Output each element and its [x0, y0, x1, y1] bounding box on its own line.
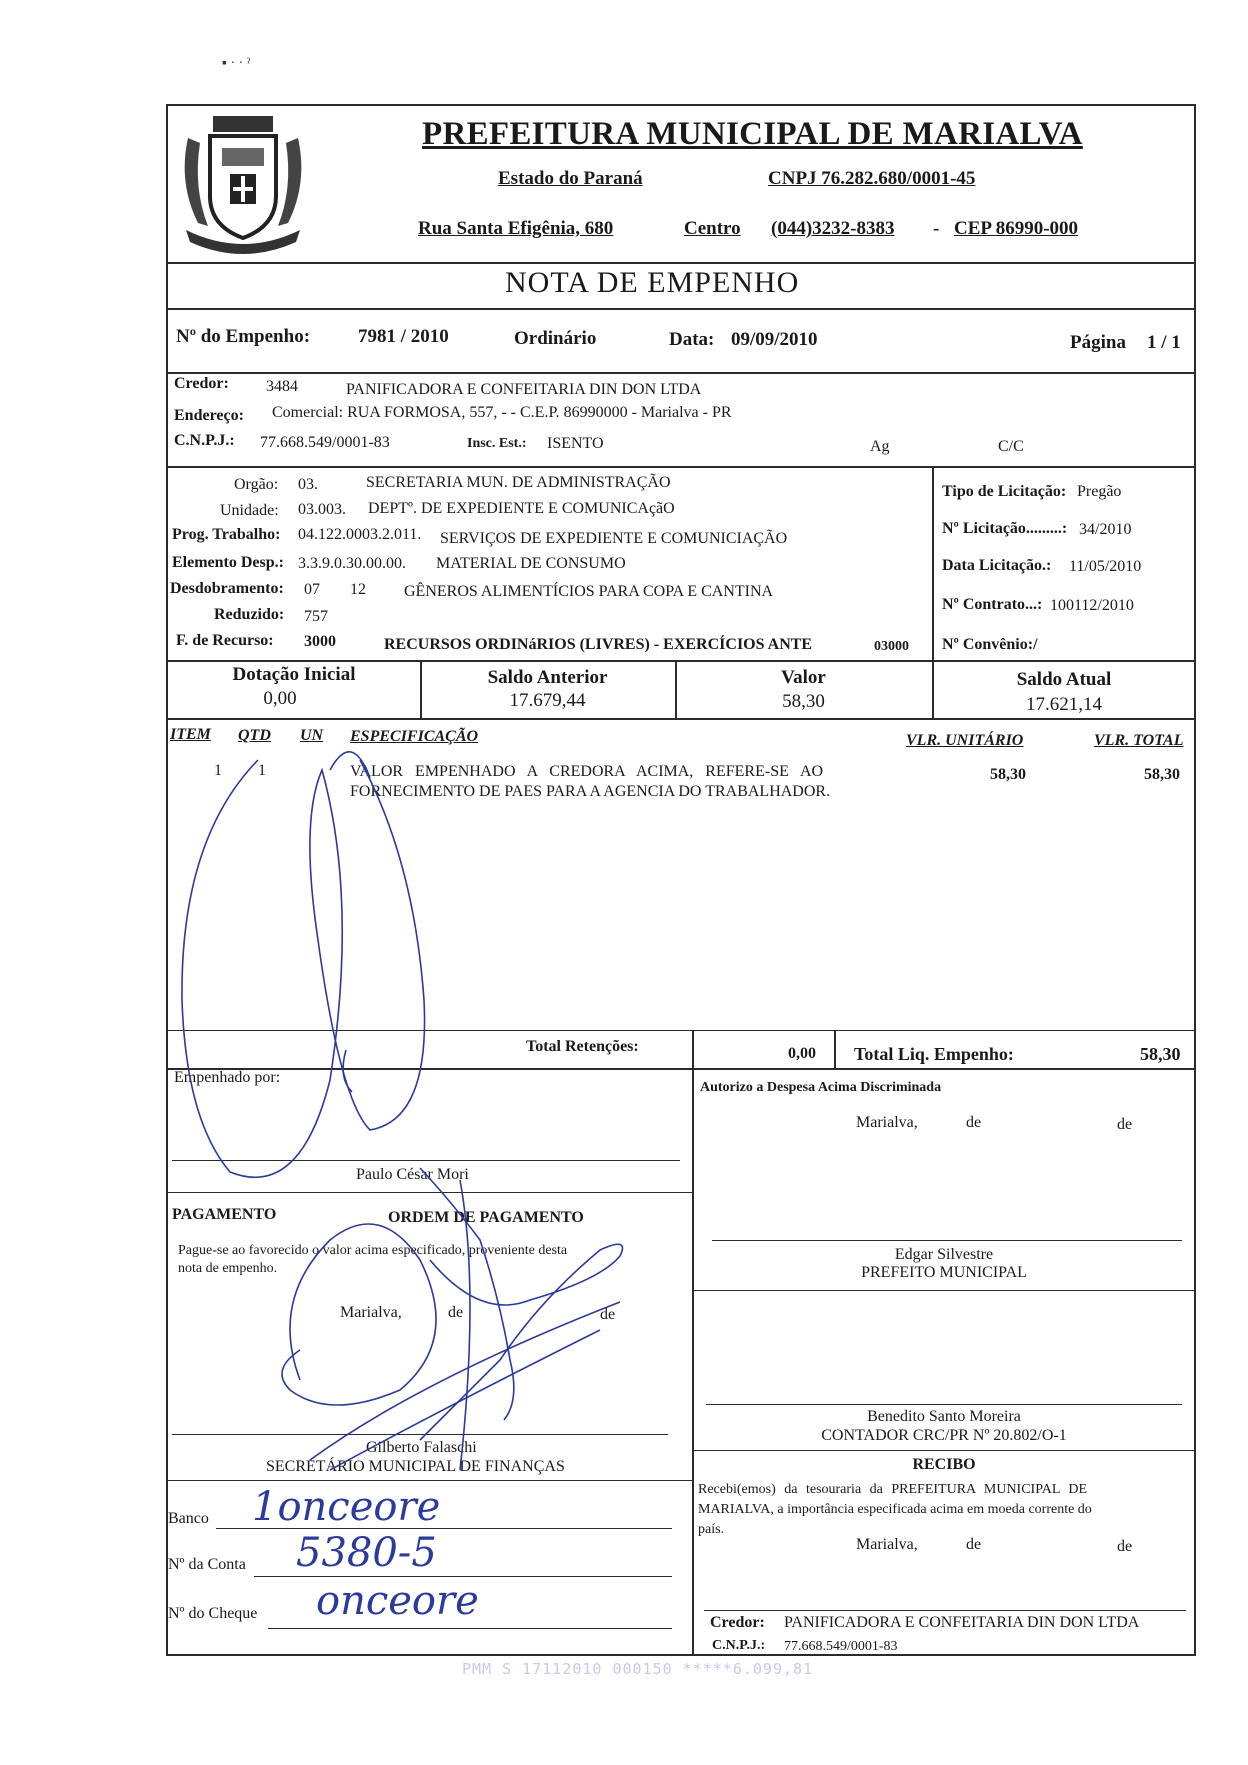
banco-handwritten: 1onceore — [252, 1484, 441, 1530]
secretario-role: SECRETÁRIO MUNICIPAL DE FINANÇAS — [266, 1458, 565, 1475]
recibo-de1: de — [966, 1536, 982, 1553]
bank-stamp: PMM S 17112010 000150 *****6.099,81 — [462, 1660, 814, 1678]
recibo-title: RECIBO — [912, 1456, 976, 1473]
ag-label: Ag — [870, 438, 890, 455]
col-header-un: UN — [300, 727, 324, 744]
valor-label: Valor — [781, 667, 826, 688]
saldo-anterior-label: Saldo Anterior — [487, 667, 608, 688]
recibo-text-line2: MARIALVA, a importância especificada acima em moeda corrente do — [698, 1502, 1092, 1517]
desdobramento-b: 12 — [350, 581, 366, 598]
elemento-code: 3.3.9.0.30.00.00. — [298, 555, 406, 572]
cep: CEP 86990-000 — [954, 218, 1079, 239]
prog-code: 04.122.0003.2.011. — [298, 526, 422, 543]
licitacao-num: 34/2010 — [1079, 521, 1132, 538]
recibo-cnpj: 77.668.549/0001-83 — [784, 1639, 898, 1654]
col-header-unit-value: VLR. UNITÁRIO — [906, 732, 1024, 749]
saldo-atual-value: 17.621,14 — [1026, 694, 1102, 715]
empenho-date-label: Data: — [669, 329, 715, 350]
prog-name: SERVIÇOS DE EXPEDIENTE E COMUNICIAÇÃO — [440, 530, 788, 547]
prefeito-name: Edgar Silvestre — [894, 1246, 994, 1263]
recibo-credor-name: PANIFICADORA E CONFEITARIA DIN DON LTDA — [784, 1614, 1140, 1631]
item-unit-value: 58,30 — [990, 766, 1026, 783]
desdobramento-name: GÊNEROS ALIMENTÍCIOS PARA COPA E CANTINA — [404, 583, 774, 600]
pagamento-text-line1: Pague-se ao favorecido o valor acima especificado, proveniente desta — [178, 1243, 568, 1258]
prefeitura-cnpj: CNPJ 76.282.680/0001-45 — [768, 168, 976, 189]
autorizo-de2: de — [1117, 1116, 1133, 1133]
licitacao-tipo-label: Tipo de Licitação: — [942, 483, 1067, 500]
pagamento-de2: de — [600, 1306, 616, 1323]
reduzido-value: 757 — [304, 608, 328, 625]
recibo-text-line3: país. — [698, 1522, 725, 1537]
elemento-name: MATERIAL DE CONSUMO — [436, 555, 626, 572]
recibo-city: Marialva, — [856, 1536, 918, 1553]
contador-name: Benedito Santo Moreira — [867, 1408, 1021, 1425]
autorizo-city: Marialva, — [856, 1114, 918, 1131]
recibo-credor-label: Credor: — [710, 1614, 765, 1631]
prefeito-role: PREFEITO MUNICIPAL — [861, 1264, 1027, 1281]
dotacao-label: Dotação Inicial — [232, 664, 356, 685]
item-qty: 1 — [258, 762, 266, 779]
prefeitura-title: PREFEITURA MUNICIPAL DE MARIALVA — [422, 116, 1083, 152]
cheque-handwritten: onceore — [316, 1578, 479, 1624]
credor-name: PANIFICADORA E CONFEITARIA DIN DON LTDA — [346, 381, 702, 398]
cheque-label: Nº do Cheque — [168, 1605, 258, 1622]
convenio-label: Nº Convênio:/ — [942, 636, 1038, 653]
contrato-value: 100112/2010 — [1050, 597, 1134, 614]
col-header-item: ITEM — [170, 726, 211, 743]
col-header-total-value: VLR. TOTAL — [1094, 732, 1184, 749]
unidade-code: 03.003. — [298, 501, 346, 518]
dotacao-value: 0,00 — [263, 688, 297, 709]
credor-label: Credor: — [174, 375, 229, 392]
item-total-value: 58,30 — [1144, 766, 1180, 783]
district: Centro — [684, 218, 741, 239]
total-retencoes-value: 0,00 — [788, 1045, 816, 1062]
elemento-label: Elemento Desp.: — [172, 554, 284, 571]
pagamento-de1: de — [448, 1304, 464, 1321]
prog-label: Prog. Trabalho: — [172, 526, 281, 543]
empenho-number: 7981 / 2010 — [358, 326, 449, 347]
recurso-name: RECURSOS ORDINáRIOS (LIVRES) - EXERCÍCIOS ANTE — [384, 636, 813, 653]
unidade-name: DEPTº. DE EXPEDIENTE E COMUNICAçãO — [368, 500, 675, 517]
street-address: Rua Santa Efigênia, 680 — [418, 218, 614, 239]
licitacao-tipo: Pregão — [1077, 483, 1122, 500]
recurso-code: 3000 — [304, 633, 336, 650]
cc-label: C/C — [998, 438, 1024, 455]
empenhado-label: Empenhado por: — [174, 1069, 281, 1086]
cnpj-label: C.N.P.J.: — [174, 432, 235, 449]
valor-value: 58,30 — [782, 691, 825, 712]
saldo-anterior-value: 17.679,44 — [509, 690, 586, 711]
item-spec-line2: FORNECIMENTO DE PAES PARA A AGENCIA DO TRABALHADOR. — [350, 783, 831, 800]
state-name: Estado do Paraná — [498, 168, 643, 189]
total-liquido-value: 58,30 — [1140, 1044, 1181, 1064]
orgao-name: SECRETARIA MUN. DE ADMINISTRAÇÃO — [366, 474, 671, 491]
desdobramento-label: Desdobramento: — [170, 580, 284, 597]
contador-role: CONTADOR CRC/PR Nº 20.802/O-1 — [821, 1427, 1067, 1444]
orgao-code: 03. — [298, 476, 318, 493]
pagamento-city: Marialva, — [340, 1304, 402, 1321]
total-retencoes-label: Total Retenções: — [526, 1038, 639, 1055]
recibo-de2: de — [1117, 1538, 1133, 1555]
recurso-ref: 03000 — [874, 639, 909, 654]
credor-code: 3484 — [266, 378, 298, 395]
autorizo-de1: de — [966, 1114, 982, 1131]
col-header-spec: ESPECIFICAÇÃO — [350, 728, 479, 745]
document-title: NOTA DE EMPENHO — [505, 266, 800, 299]
licitacao-data: 11/05/2010 — [1069, 558, 1142, 575]
page-label: Página — [1070, 332, 1126, 353]
contrato-label: Nº Contrato...: — [942, 596, 1043, 613]
banco-label: Banco — [168, 1510, 209, 1527]
pagamento-text-line2: nota de empenho. — [178, 1261, 278, 1276]
autorizo-label: Autorizo a Despesa Acima Discriminada — [700, 1080, 942, 1095]
empenhado-signer: Paulo César Mori — [356, 1166, 469, 1183]
empenho-number-label: Nº do Empenho: — [176, 326, 311, 347]
dash: - — [933, 218, 940, 239]
scan-marks: ▪ · · ˀ — [222, 56, 251, 71]
insc-label: Insc. Est.: — [467, 436, 527, 451]
item-number: 1 — [214, 762, 222, 779]
page-number: 1 / 1 — [1147, 332, 1181, 353]
ordem-pagamento-label: ORDEM DE PAGAMENTO — [388, 1209, 584, 1226]
insc-value: ISENTO — [547, 435, 604, 452]
desdobramento-a: 07 — [304, 581, 320, 598]
orgao-label: Orgão: — [234, 476, 279, 493]
secretario-name: Gilberto Falaschi — [366, 1439, 477, 1456]
recibo-text-line1: Recebi(emos) da tesouraria da PREFEITURA MUNICIPAL DE — [698, 1482, 1088, 1497]
recibo-cnpj-label: C.N.P.J.: — [712, 1638, 766, 1653]
unidade-label: Unidade: — [220, 502, 279, 519]
empenho-type: Ordinário — [514, 328, 597, 349]
col-header-qtd: QTD — [238, 727, 271, 744]
saldo-atual-label: Saldo Atual — [1016, 669, 1112, 690]
phone: (044)3232-8383 — [771, 218, 895, 239]
credor-address: Comercial: RUA FORMOSA, 557, - - C.E.P. 86990000 - Marialva - PR — [272, 404, 732, 421]
conta-label: Nº da Conta — [168, 1556, 246, 1573]
reduzido-label: Reduzido: — [214, 606, 285, 623]
credor-cnpj: 77.668.549/0001-83 — [260, 434, 390, 451]
item-spec-line1: VALOR EMPENHADO A CREDORA ACIMA, REFERE-SE AO — [350, 763, 824, 780]
licitacao-num-label: Nº Licitação.........: — [942, 520, 1068, 537]
licitacao-data-label: Data Licitação.: — [942, 557, 1052, 574]
empenho-date: 09/09/2010 — [731, 329, 818, 350]
recurso-label: F. de Recurso: — [176, 632, 274, 649]
conta-handwritten: 5380-5 — [296, 1530, 437, 1576]
total-liquido-label: Total Liq. Empenho: — [854, 1044, 1014, 1064]
address-label: Endereço: — [174, 407, 244, 424]
pagamento-label: PAGAMENTO — [172, 1206, 277, 1223]
